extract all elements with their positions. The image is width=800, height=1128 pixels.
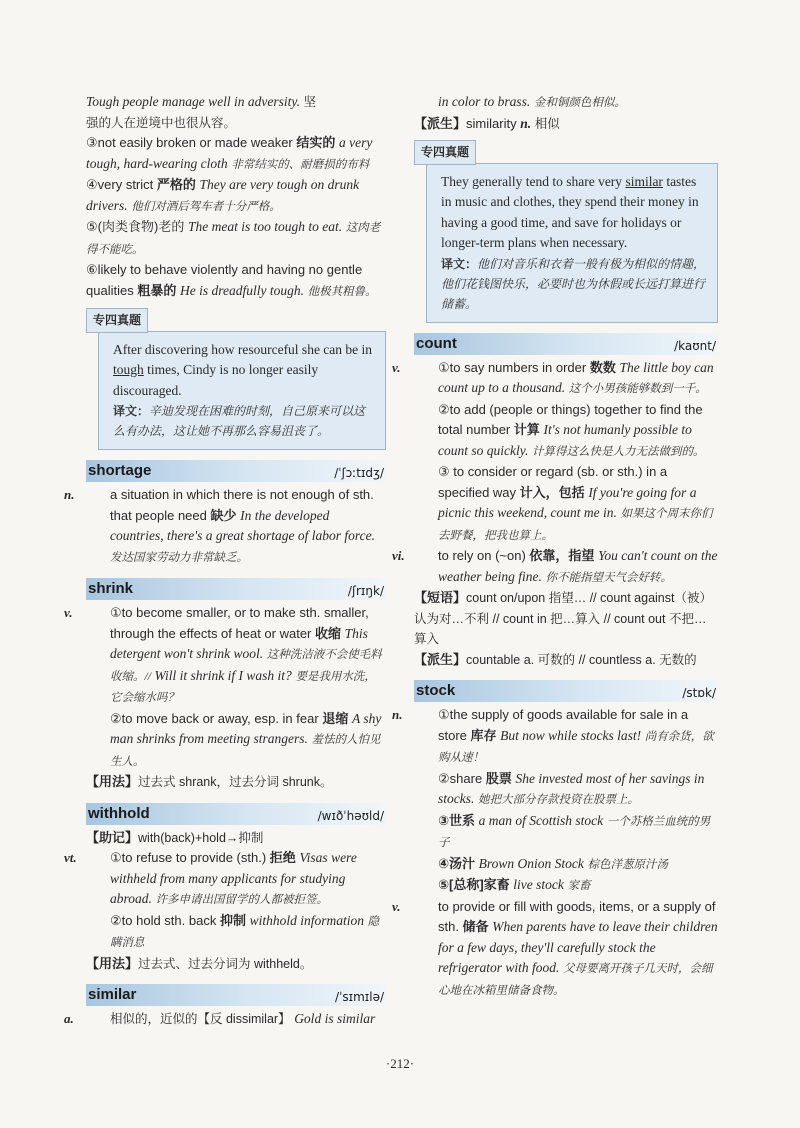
headword: withhold [88,804,150,822]
headword: shortage [88,462,152,479]
exam-tag: 专四真题 [86,308,148,333]
shrink-usage: 【用法】过去式 shrank，过去分词 shrunk。 [86,774,333,789]
entry-header-count [414,333,718,355]
pronunciation: /wɪðˈhəʊld/ [317,808,384,823]
stock-sense-3: ③世系 a man of Scottish stock 一个苏格兰血统的男子 [438,812,711,849]
pronunciation: /ˈʃɔːtɪdʒ/ [334,466,384,480]
tough-sense-4: ④very strict 严格的 They are very tough on drunk drivers. 他们对酒后驾车者十分严格。 [86,177,360,213]
headword: count [416,334,457,352]
pronunciation: /ʃrɪŋk/ [347,584,384,598]
withhold-sense-2: ②to hold sth. back 抑制 withhold information 隐瞒消息 [110,912,380,949]
left-column [64,92,386,1030]
withhold-usage: 【用法】过去式、过去分词为 withheld。 [86,955,313,971]
similar-derivative: 【派生】similarity n. 相似 [414,115,560,131]
shrink-sense-1: v. ①to become smaller, or to make sth. smaller, through the effects of heat or water 收缩 This detergent won't shrink wool. 这种洗洁液不会使毛料收缩。// Will it shrink if I wash it? 要是我用水洗，它会缩水吗？ [64,605,382,704]
entry-header-shrink [86,578,386,600]
pronunciation: /stɒk/ [682,686,716,700]
entry-header-withhold [86,803,386,825]
tough-sense-2-example: Tough people manage well in adversity. 坚 强的人在逆境中也很从容。 [86,94,317,130]
page-number: ·212· [385,1056,415,1071]
entry-header-shortage [86,460,386,482]
pronunciation: /kaʊnt/ [674,338,716,353]
withhold-mnemonic: 【助记】with(back)+hold→抑制 [86,829,264,845]
count-sense-3: ③ to consider or regard (sb. or sth.) in a specified way 计入，包括 If you're going for a picnic this weekend, count me in. 如果这个周末你们去野餐，把我也算上。 [438,464,713,542]
withhold-sense-1: vt. ①to refuse to provide (sth.) 拒绝 Visas were withheld from many applicants for studying abroad. 许多申请出国留学的人都被拒签。 [64,850,357,906]
stock-sense-1: n. ①the supply of goods available for sale in a store 库存 But now while stocks last! 尚有余货，欲购从速！ [392,707,714,764]
similar-definition: a. 相似的，近似的【反 dissimilar】 Gold is similar [64,1011,376,1026]
exam-sentence-box: After discovering how resourceful she can be in tough times, Cindy is no longer easily discouraged. 译文：辛迪发现在困难的时刻，自己原来可以这么有办法，这让她不再那么容易沮丧了。 [98,331,386,451]
exam-box-2 [414,134,718,323]
shortage-definition: n. a situation in which there is not enough of sth. that people need 缺少 In the developed countries, there's a great shortage of labor force. 发达国家劳动力非常缺乏。 [64,487,375,564]
tough-sense-3: ③not easily broken or made weaker 结实的 a very tough, hard-wearing cloth 非常结实的、耐磨损的布料 [86,135,373,171]
stock-sense-4: ④汤汁 Brown Onion Stock 棕色洋葱原汁汤 [438,855,669,871]
exam-translation: 译文：辛迪发现在困难的时刻，自己原来可以这么有办法，这让她不再那么容易沮丧了。 [113,404,366,438]
entry-header-similar [86,984,386,1006]
headword: shrink [88,580,134,597]
count-sense-2: ②to add (people or things) together to find the total number 计算 It's not humanly possible to count so quickly. 计算得这么快是人力无法做到的。 [438,401,705,458]
count-sense-1: v. ①to say numbers in order 数数 The little boy can count up to a thousand. 这个小男孩能够数到一千。 [392,359,714,395]
exam-tag: 专四真题 [414,140,476,165]
headword: stock [416,682,456,699]
exam-sentence-box: They generally tend to share very similar tastes in music and clothes, they spend their money in having a good time, and save for holidays or longer-term plans when necessary. 译文：他们对音乐和衣着一般有极为相似的情趣，他们花钱图快乐，必要时也为休假或长远打算进行储蓄。 [426,163,718,323]
stock-sense-5: ⑤[总称]家畜 live stock 家畜 [438,877,591,892]
count-derivative: 【派生】countable a. 可数的 // countless a. 无数的 [414,651,697,667]
right-column [392,92,718,1001]
exam-translation: 译文：他们对音乐和衣着一般有极为相似的情趣，他们花钱图快乐，必要时也为休假或长远打算进行储蓄。 [441,256,706,311]
count-vi-sense: vi. to rely on (~on) 依靠，指望 You can't count on the weather being fine. 你不能指望天气会好转。 [392,548,718,584]
headword: similar [88,986,137,1003]
entry-header-stock [414,680,718,702]
stock-sense-2: ②share 股票 She invested most of her savings in stocks. 她把大部分存款投资在股票上。 [438,770,705,806]
pronunciation: /ˈsɪmɪlə/ [335,990,384,1004]
tough-sense-5: ⑤(肉类食物)老的 The meat is too tough to eat. 这肉老得不能吃。 [86,219,381,256]
shrink-sense-2: ②to move back or away, esp. in fear 退缩 A shy man shrinks from meeting strangers. 羞怯的人怕见生人。 [110,710,382,768]
stock-verb-sense: v. to provide or fill with goods, items, or a supply of sth. 储备 When parents have to leave their children for a few days, they'll carefully stock the refrigerator with food. 父母要离开孩子几天时，会细心地在冰箱里储备食物。 [392,898,718,997]
count-phrases: 【短语】count on/upon 指望… // count against（被）认为对…不利 // count in 把…算入 // count out 不把…算入 [414,590,712,646]
exam-box-1 [86,302,386,450]
similar-example-cont: in color to brass. 金和铜颜色相似。 [438,94,626,109]
tough-sense-6: ⑥likely to behave violently and having no gentle qualities 粗暴的 He is dreadfully tough. 他极其粗鲁。 [86,262,377,298]
